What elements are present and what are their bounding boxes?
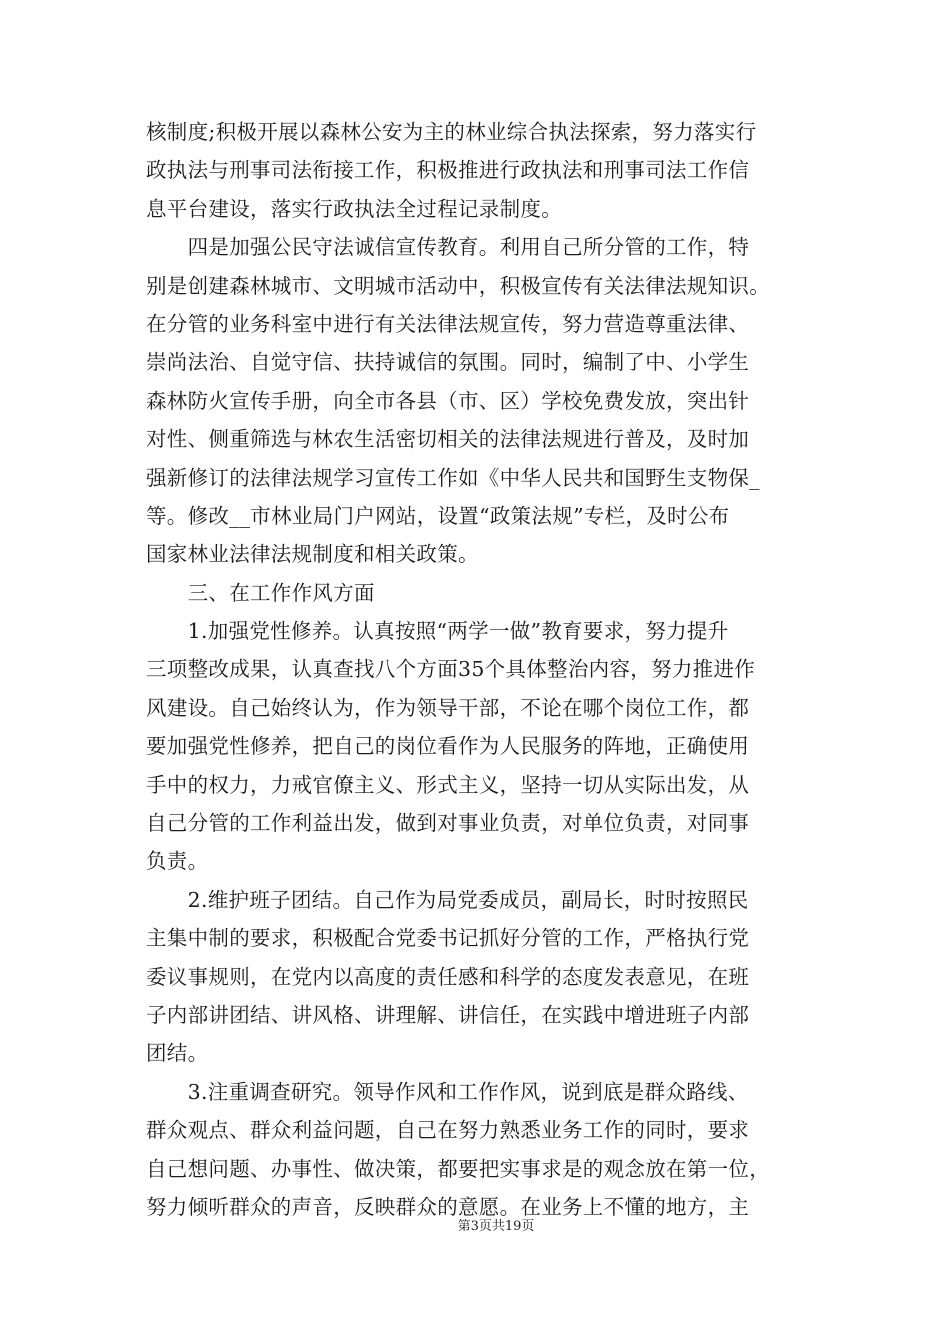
text-line: 群众观点、群众利益问题，自己在努力熟悉业务工作的同时，要求 [146,1118,750,1143]
text-line: 政执法与刑事司法衔接工作，积极推进行政执法和刑事司法工作信 [146,158,750,183]
text-line: 1.加强党性修养。认真按照“两学一做”教育要求，努力提升 [146,619,729,644]
body-text [146,113,816,1226]
text-line: 三项整改成果，认真查找八个方面35个具体整治内容，努力推进作 [146,657,756,682]
text-line: 四是加强公民守法诚信宣传教育。利用自己所分管的工作，特 [146,235,750,260]
text-line: 在分管的业务科室中进行有关法律法规宣传，努力营造尊重法律、 [146,311,750,336]
text-line: 对性、侧重筛选与林农生活密切相关的法律法规进行普及，及时加 [146,427,750,452]
text-line: 别是创建森林城市、文明城市活动中，积极宣传有关法律法规知识。 [146,273,770,298]
text-line: 自己分管的工作利益出发，做到对事业负责，对单位负责，对同事 [146,811,750,836]
text-line: 自己想问题、办事性、做决策，都要把实事求是的观念放在第一位， [146,1156,770,1181]
section-heading: 三、在工作作风方面 [146,580,375,605]
text-line: 努力倾听群众的声音，反映群众的意愿。在业务上不懂的地方，主 [146,1194,750,1219]
text-line: 崇尚法治、自觉守信、扶持诚信的氛围。同时，编制了中、小学生 [146,350,750,375]
text-line: 要加强党性修养，把自己的岗位看作为人民服务的阵地，正确使用 [146,734,750,759]
text-line: 等。修改__市林业局门户网站，设置“政策法规”专栏，及时公布 [146,503,730,528]
text-line: 核制度;积极开展以森林公安为主的林业综合执法探索，努力落实行 [146,120,757,144]
text-line: 国家林业法律法规制度和相关政策。 [146,542,479,567]
text-line: 子内部讲团结、讲风格、讲理解、讲信任，在实践中增进班子内部 [146,1002,750,1027]
text-line: 3.注重调查研究。领导作风和工作作风，说到底是群众路线、 [146,1079,749,1104]
text-line: 手中的权力，力戒官僚主义、形式主义，坚持一切从实际出发，从 [146,772,750,797]
text-line: 负责。 [146,849,209,874]
text-line: 团结。 [146,1041,209,1066]
text-line: 息平台建设，落实行政执法全过程记录制度。 [146,196,562,221]
text-line: 强新修订的法律法规学习宣传工作如《中华人民共和国野生支物保_ [146,465,760,490]
text-line: 风建设。自己始终认为，作为领导干部，不论在哪个岗位工作，都 [146,695,750,720]
text-line: 森林防火宣传手册，向全市各县（市、区）学校免费发放，突出针 [146,388,750,413]
text-line: 主集中制的要求，积极配合党委书记抓好分管的工作，严格执行党 [146,926,750,951]
text-line: 委议事规则，在党内以高度的责任感和科学的态度发表意见，在班 [146,964,750,989]
text-line: 2.维护班子团结。自己作为局党委成员，副局长，时时按照民 [146,887,749,912]
page-number: 第3页共19页 [457,1219,535,1234]
